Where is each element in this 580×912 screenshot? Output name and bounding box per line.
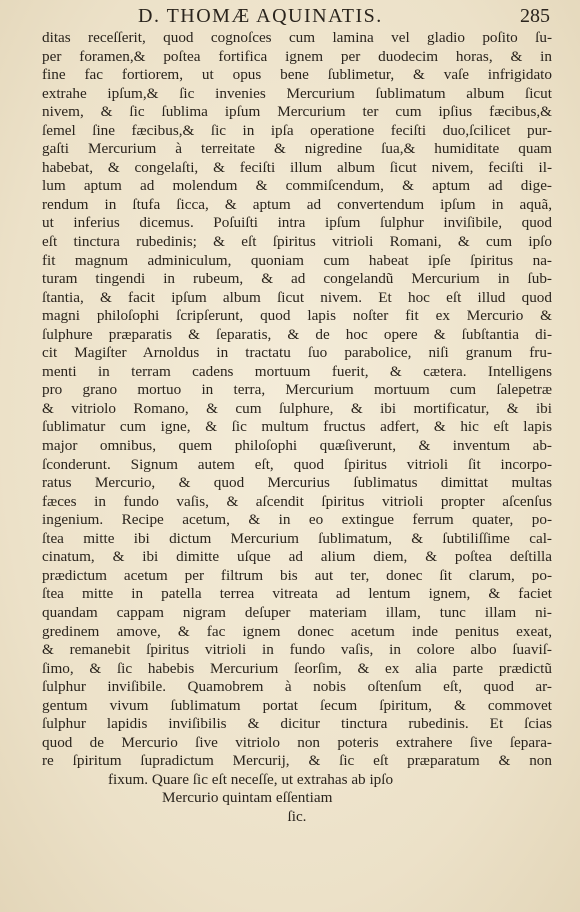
text-line: & vitriolo Romano, & cum ſulphure, & ibi mortificatur, & ibi — [42, 399, 552, 417]
text-line: ut inferius dicemus. Poſuiſti intra ipſum ſulphur inviſibile, quod — [42, 214, 552, 232]
body-text — [42, 29, 552, 827]
text-line: ſic. — [287, 807, 307, 825]
text-line: ditas receſſerit, quod cognoſces cum lamina vel gladio poſito ſu- — [42, 29, 552, 46]
text-line: & remanebit ſpiritus vitrioli in fundo vaſis, in colore albo ſuaviſ- — [42, 641, 552, 659]
text-line: fæces in fundo vaſis, & aſcendit ſpiritus vitrioli propter aſcenſus — [42, 492, 552, 510]
text-line: fixum. Quare ſic eſt neceſſe, ut extrahas ab ipſo — [108, 770, 394, 788]
text-line: ſtea mitte ibi dictum Mercurium ſublimatum, & ſubtiliſſime cal- — [42, 529, 552, 547]
text-line: ſemel ſine fæcibus,& ſic in ipſa operatione feciſti duo,ſcilicet pur- — [42, 121, 552, 139]
text-line: magni philoſophi ſcripſerunt, quod lapis noſter fit ex Mercurio & — [42, 307, 552, 325]
text-line: ſtea mitte in patella terrea vitreata ad lentum ignem, & faciet — [42, 585, 552, 603]
text-line: pro grano mortuo in terra, Mercurium mortuum cum ſalepetræ — [42, 381, 552, 399]
text-line: menti in terram cadens mortuum fuerit, & cætera. Intelligens — [42, 362, 552, 380]
text-line: quandam cappam nigram deſuper materiam illam, tunc illam ni- — [42, 603, 552, 621]
running-head: D. THOMÆ AQUINATIS. — [138, 5, 383, 27]
text-line: ſulphure præparatis & ſeparatis, & de hoc opere & ſubſtantia di- — [42, 325, 552, 343]
text-line: extrahe ipſum,& ſic invenies Mercurium ſublimatum album ſicut — [42, 84, 552, 102]
text-line: ratus Mercurio, & quod Mercurius ſublimatus dimittat multas — [42, 474, 552, 492]
text-line: ſulphur inviſibile. Quamobrem à nobis oſtenſum eſt, quod ar- — [42, 678, 552, 696]
text-line: quod de Mercurio ſive vitriolo non poteris extrahere ſive ſepara- — [42, 733, 552, 751]
text-line: fit magnum adminiculum, quoniam cum habeat ipſe ſpiritus na- — [42, 251, 552, 269]
text-line: ingenium. Recipe acetum, & in eo extingue ferrum quater, po- — [42, 511, 552, 529]
text-line: ſtantia, & facit ipſum album ſicut nivem. Et hoc eſt illud quod — [42, 288, 552, 306]
text-line: Mercurio quintam eſſentiam — [162, 789, 333, 807]
text-line: per foramen,& poſtea fortifica ignem per duodecim horas, & in — [42, 47, 552, 65]
text-line: turam tingendi in rubeum, & ad congelandũ Mercurium in ſub- — [42, 270, 552, 288]
page-number: 285 — [520, 5, 550, 27]
text-line: eſt tinctura rubedinis; & eſt ſpiritus vitrioli Romani, & cum ipſo — [42, 233, 552, 251]
text-line: ſimo, & ſic habebis Mercurium ſeorſim, & ex alia parte prædictũ — [42, 659, 552, 677]
text-line: ſulphur lapidis inviſibilis & dicitur tinctura rubedinis. Et ſcias — [42, 715, 552, 733]
text-line: cit Magiſter Arnoldus in tractatu ſuo parabolice, niſi granum fru- — [42, 344, 552, 362]
text-line: major omnibus, quem philoſophi quæſiverunt, & inventum ab- — [42, 437, 552, 455]
text-line: gaſti Mercurium à terreitate & nigredine ſua,& humiditate quam — [42, 140, 552, 158]
text-line: fine fac fortiorem, ut opus bene ſublimetur, & vaſe infrigidato — [42, 66, 552, 84]
text-line: ſconderunt. Signum autem eſt, quod ſpiritus vitrioli ſit incorpo- — [42, 455, 552, 473]
text-line: cinatum, & ibi dimitte uſque ad alium diem, & poſtea deſtilla — [42, 548, 552, 566]
text-line: rendum in ſtufa ſicca, & aptum ad convertendum ipſum in aquã, — [42, 195, 552, 213]
text-line: habebat, & congelaſti, & feciſti illum album ſicut nivem, feciſti il- — [42, 158, 552, 176]
text-line: gredinem amove, & fac ignem donec acetum inde penitus exeat, — [42, 622, 552, 640]
text-line: prædictum acetum per filtrum bis aut ter, donec ſit clarum, po- — [42, 566, 552, 584]
text-line: nivem, & ſic ſublima ipſum Mercurium ter cum ipſius fæcibus,& — [42, 103, 552, 121]
text-line: gentum vivum ſublimatum portat ſecum ſpiritum, & commovet — [42, 696, 552, 714]
text-line: re ſpiritum ſupradictum Mercurij, & ſic eſt præparatum & non — [42, 752, 552, 770]
text-line: ſublimatur cum igne, & ſic multum fructus adfert, & hic eſt lapis — [42, 418, 552, 436]
text-line: lum aptum ad molendum & commiſcendum, & aptum ad dige- — [42, 177, 552, 195]
